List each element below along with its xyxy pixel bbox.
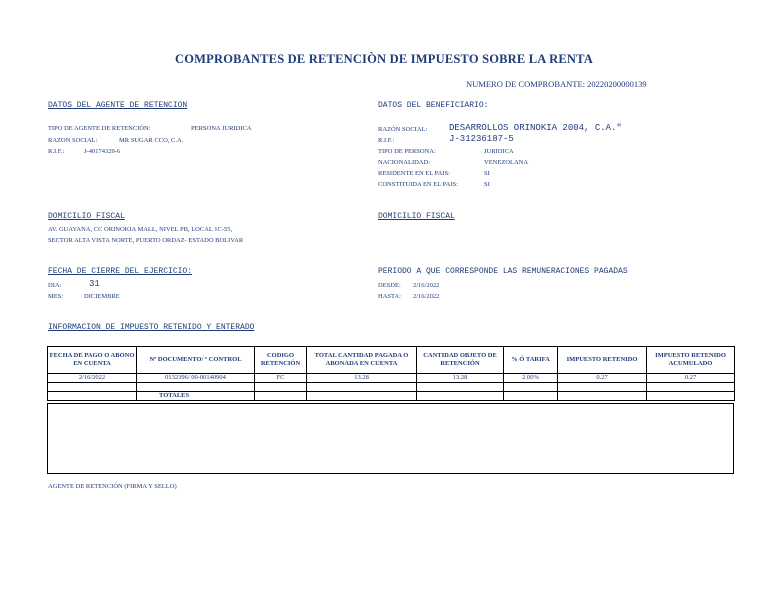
cell-fecha: 2/16/2022: [48, 374, 137, 383]
cell-impuesto-acumulado: 0.27: [647, 374, 735, 383]
cell-documento: 0132396/ 00-00140904: [137, 374, 255, 383]
retention-table: [47, 346, 735, 401]
header-tarifa: % Ó TARIFA: [504, 347, 558, 374]
benef-razon-value: DESARROLLOS ORINOKIA 2004, C.A.": [449, 123, 622, 133]
periodo-heading: PERIODO A QUE CORRESPONDE LAS REMUNERACIONES PAGADAS: [378, 267, 628, 276]
info-heading: INFORMACION DE IMPUESTO RETENIDO Y ENTERADO: [48, 323, 255, 332]
header-fecha: FECHA DE PAGO O ABONO EN CUENTA: [48, 347, 137, 374]
periodo-desde-label: DESDE:: [378, 282, 401, 289]
cell-impuesto-retenido: 0.27: [558, 374, 647, 383]
benef-res-value: SI: [484, 170, 490, 177]
benef-razon-label: RAZÓN SOCIAL:: [378, 126, 428, 133]
document-title: COMPROBANTES DE RETENCIÒN DE IMPUESTO SOBRE LA RENTA: [175, 52, 593, 66]
periodo-hasta-value: 2/16/2022: [413, 293, 440, 300]
agente-tipo-value: PERSONA JURIDICA: [191, 125, 252, 132]
benef-rif-label: R.I.F.:: [378, 137, 395, 144]
cierre-dia-value: 31: [89, 279, 100, 289]
cell-codigo: FC: [255, 374, 307, 383]
totales-label: TOTALES: [137, 392, 255, 401]
cierre-dia-label: DIA:: [48, 282, 62, 289]
table-header-row: [48, 347, 735, 374]
agente-domicilio-line1: AV. GUAYANA, CC ORINOKIA MALL, NIVEL PB, LOCAL 1C-55,: [48, 226, 233, 233]
benef-tipo-label: TIPO DE PERSONA:: [378, 148, 436, 155]
benef-domicilio-heading: DOMICILIO FISCAL: [378, 212, 455, 221]
benef-res-label: RESIDENTE EN EL PAIS:: [378, 170, 450, 177]
table-row: [48, 374, 735, 383]
observations-box: [47, 403, 734, 474]
cierre-mes-label: MES:: [48, 293, 64, 300]
header-codigo: CODIGO RETENCIÓN: [255, 347, 307, 374]
cierre-mes-value: DICIEMBRE: [84, 293, 120, 300]
cell-cantidad-objeto: 13.28: [417, 374, 504, 383]
benef-tipo-value: JURIDICA: [484, 148, 514, 155]
agente-domicilio-line2: SECTOR ALTA VISTA NORTE, PUERTO ORDAZ- ESTADO BOLIVAR: [48, 237, 244, 244]
cell-tarifa: 2.00%: [504, 374, 558, 383]
benef-rif-value: J-31236187-5: [449, 134, 514, 144]
firma-label: AGENTE DE RETENCIÓN (FIRMA Y SELLO): [48, 483, 177, 490]
agente-razon-label: RAZON SOCIAL:: [48, 137, 98, 144]
cell-total-pagada: 13.28: [307, 374, 417, 383]
header-documento: Nº DOCUMENTO/ º CONTROL: [137, 347, 255, 374]
benef-const-label: CONSTITUIDA EN EL PAIS:: [378, 181, 458, 188]
periodo-hasta-label: HASTA:: [378, 293, 401, 300]
beneficiario-heading: DATOS DEL BENEFICIARIO:: [378, 101, 489, 110]
header-impuesto-acumulado: IMPUESTO RETENIDO ACUMULADO: [647, 347, 735, 374]
benef-nac-value: VENEZOLANA: [484, 159, 529, 166]
comprobante-number: NUMERO DE COMPROBANTE: 20220200000139: [466, 79, 647, 89]
benef-nac-label: NACIONALIDAD:: [378, 159, 430, 166]
agente-heading: DATOS DEL AGENTE DE RETENCION: [48, 101, 188, 110]
agente-domicilio-heading: DOMICILIO FISCAL: [48, 212, 125, 221]
header-total-pagada: TOTAL CANTIDAD PAGADA O ABONADA EN CUENTA: [307, 347, 417, 374]
table-totals-row: [48, 392, 735, 401]
agente-rif-value: J-40174329-6: [84, 148, 121, 155]
benef-const-value: SI: [484, 181, 490, 188]
periodo-desde-value: 2/16/2022: [413, 282, 440, 289]
cierre-heading: FECHA DE CIERRE DEL EJERCICIO:: [48, 267, 193, 276]
agente-tipo-label: TIPO DE AGENTE DE RETENCIÓN:: [48, 125, 151, 132]
header-cantidad-objeto: CANTIDAD OBJETO DE RETENCIÓN: [417, 347, 504, 374]
header-impuesto-retenido: IMPUESTO RETENIDO: [558, 347, 647, 374]
agente-rif-label: R.I.F.:: [48, 148, 65, 155]
agente-razon-value: MR SUGAR CCO, C.A.: [119, 137, 184, 144]
table-empty-row: [48, 383, 735, 392]
